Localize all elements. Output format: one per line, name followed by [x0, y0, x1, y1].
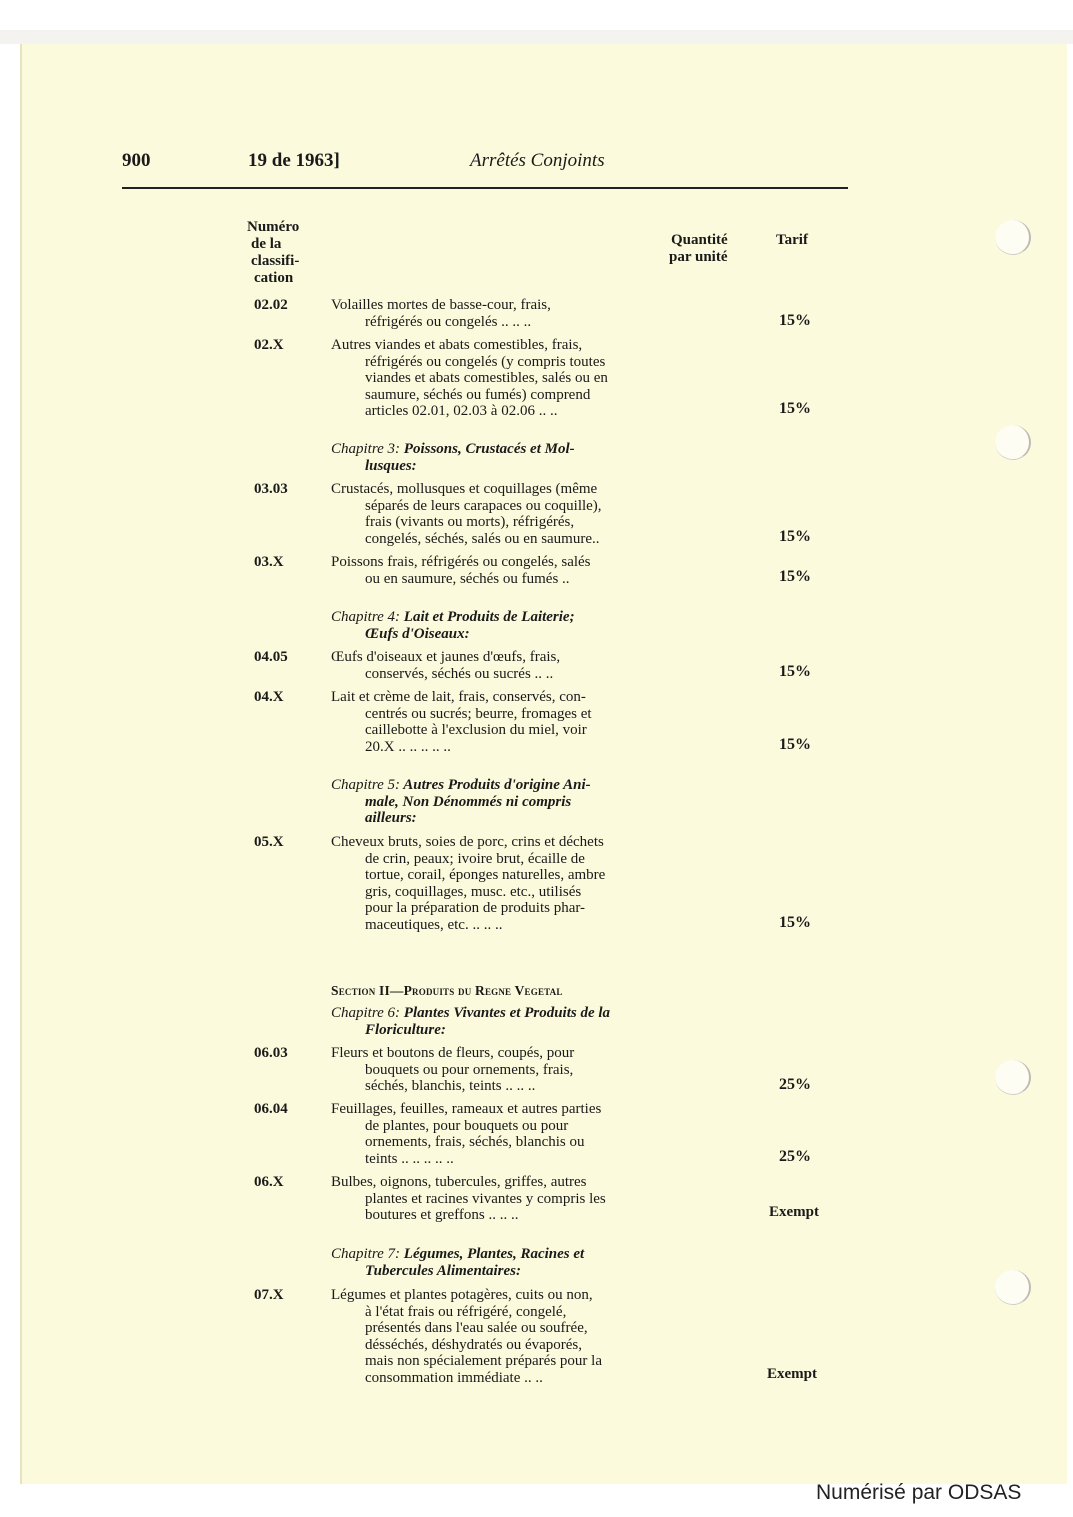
page-title: Arrêtés Conjoints [470, 150, 605, 171]
row-description: Œufs d'oiseaux et jaunes d'œufs, frais, conservés, séchés ou sucrés .. .. [331, 649, 561, 682]
tariff-rate: 25% [779, 1076, 811, 1093]
row-description: Bulbes, oignons, tubercules, griffes, autres plantes et racines vivantes y compris les boutures et greffons .. .. .. [331, 1174, 606, 1224]
row-description: Feuillages, feuilles, rameaux et autres parties de plantes, pour bouquets ou pour ornements, frais, séchés, blanchis ou teints .. .. .. .. .. [331, 1101, 602, 1167]
row-description: Autres viandes et abats comestibles, frais, réfrigérés ou congelés (y compris toutes viandes et abats comestibles, salés ou en saumure, séchés ou fumés) comprend articles 02.01, 02.03 à 02.06 .. .. [331, 337, 608, 420]
section-heading: Section II—Produits du Regne Vegetal [331, 983, 563, 998]
punch-hole [995, 1060, 1031, 1095]
chapter-heading: Chapitre 5: Autres Produits d'origine Ani- male, Non Dénommés ni compris ailleurs: [331, 777, 591, 827]
digitization-credit: Numérisé par ODSAS [816, 1481, 1022, 1504]
header-rule [122, 187, 848, 189]
classification-code: 02.02 [254, 297, 288, 313]
punch-hole [995, 220, 1031, 255]
classification-code: 06.X [254, 1174, 284, 1190]
tariff-rate: 15% [779, 914, 811, 931]
classification-code: 04.X [254, 689, 284, 705]
column-header-quantity: Quantité par unité [669, 232, 728, 265]
scan-top-band [0, 30, 1073, 44]
row-description: Volailles mortes de basse-cour, frais, réfrigérés ou congelés .. .. .. [331, 297, 551, 330]
punch-hole [995, 425, 1031, 460]
tariff-rate: 15% [779, 568, 811, 585]
classification-code: 06.03 [254, 1045, 288, 1061]
classification-code: 02.X [254, 337, 284, 353]
punch-hole [995, 1270, 1031, 1305]
tariff-rate: Exempt [767, 1366, 817, 1382]
date-reference: 19 de 1963] [248, 150, 340, 171]
chapter-heading: Chapitre 6: Plantes Vivantes et Produits de la Floriculture: [331, 1005, 611, 1038]
chapter-heading: Chapitre 3: Poissons, Crustacés et Mol- lusques: [331, 441, 575, 474]
classification-code: 04.05 [254, 649, 288, 665]
classification-code: 07.X [254, 1287, 284, 1303]
classification-code: 03.X [254, 554, 284, 570]
page-number: 900 [122, 150, 151, 171]
column-header-number: Numéro de la classifi- cation [247, 219, 300, 286]
row-description: Poissons frais, réfrigérés ou congelés, salés ou en saumure, séchés ou fumés .. [331, 554, 591, 587]
classification-code: 05.X [254, 834, 284, 850]
tariff-rate: 15% [779, 400, 811, 417]
tariff-rate: 15% [779, 312, 811, 329]
row-description: Lait et crème de lait, frais, conservés, con- centrés ou sucrés; beurre, fromages et caillebotte à l'exclusion du miel, voir 20.X .. .. .. .. .. [331, 689, 592, 755]
classification-code: 03.03 [254, 481, 288, 497]
chapter-heading: Chapitre 7: Légumes, Plantes, Racines et Tubercules Alimentaires: [331, 1246, 585, 1279]
row-description: Légumes et plantes potagères, cuits ou non, à l'état frais ou réfrigéré, congelé, présentés dans l'eau salée ou soufrée, désséchés, déshydratés ou évaporés, mais non spécialement préparés pour la consommation immédiate .. .. [331, 1287, 602, 1386]
row-description: Crustacés, mollusques et coquillages (même séparés de leurs carapaces ou coquille), frais (vivants ou morts), réfrigérés, congelés, séchés, salés ou en saumure.. [331, 481, 602, 547]
row-description: Fleurs et boutons de fleurs, coupés, pour bouquets ou pour ornements, frais, séchés, blanchis, teints .. .. .. [331, 1045, 575, 1095]
tariff-rate: Exempt [769, 1204, 819, 1220]
tariff-rate: 15% [779, 736, 811, 753]
column-header-tariff: Tarif [776, 232, 808, 248]
chapter-heading: Chapitre 4: Lait et Produits de Laiterie; Œufs d'Oiseaux: [331, 609, 575, 642]
row-description: Cheveux bruts, soies de porc, crins et déchets de crin, peaux; ivoire brut, écaille de tortue, corail, éponges naturelles, ambre gris, coquillages, musc. etc., utilisés pour la préparation de produits phar- maceutiques, etc. .. .. .. [331, 834, 606, 933]
tariff-rate: 15% [779, 663, 811, 680]
classification-code: 06.04 [254, 1101, 288, 1117]
tariff-rate: 15% [779, 528, 811, 545]
tariff-rate: 25% [779, 1148, 811, 1165]
